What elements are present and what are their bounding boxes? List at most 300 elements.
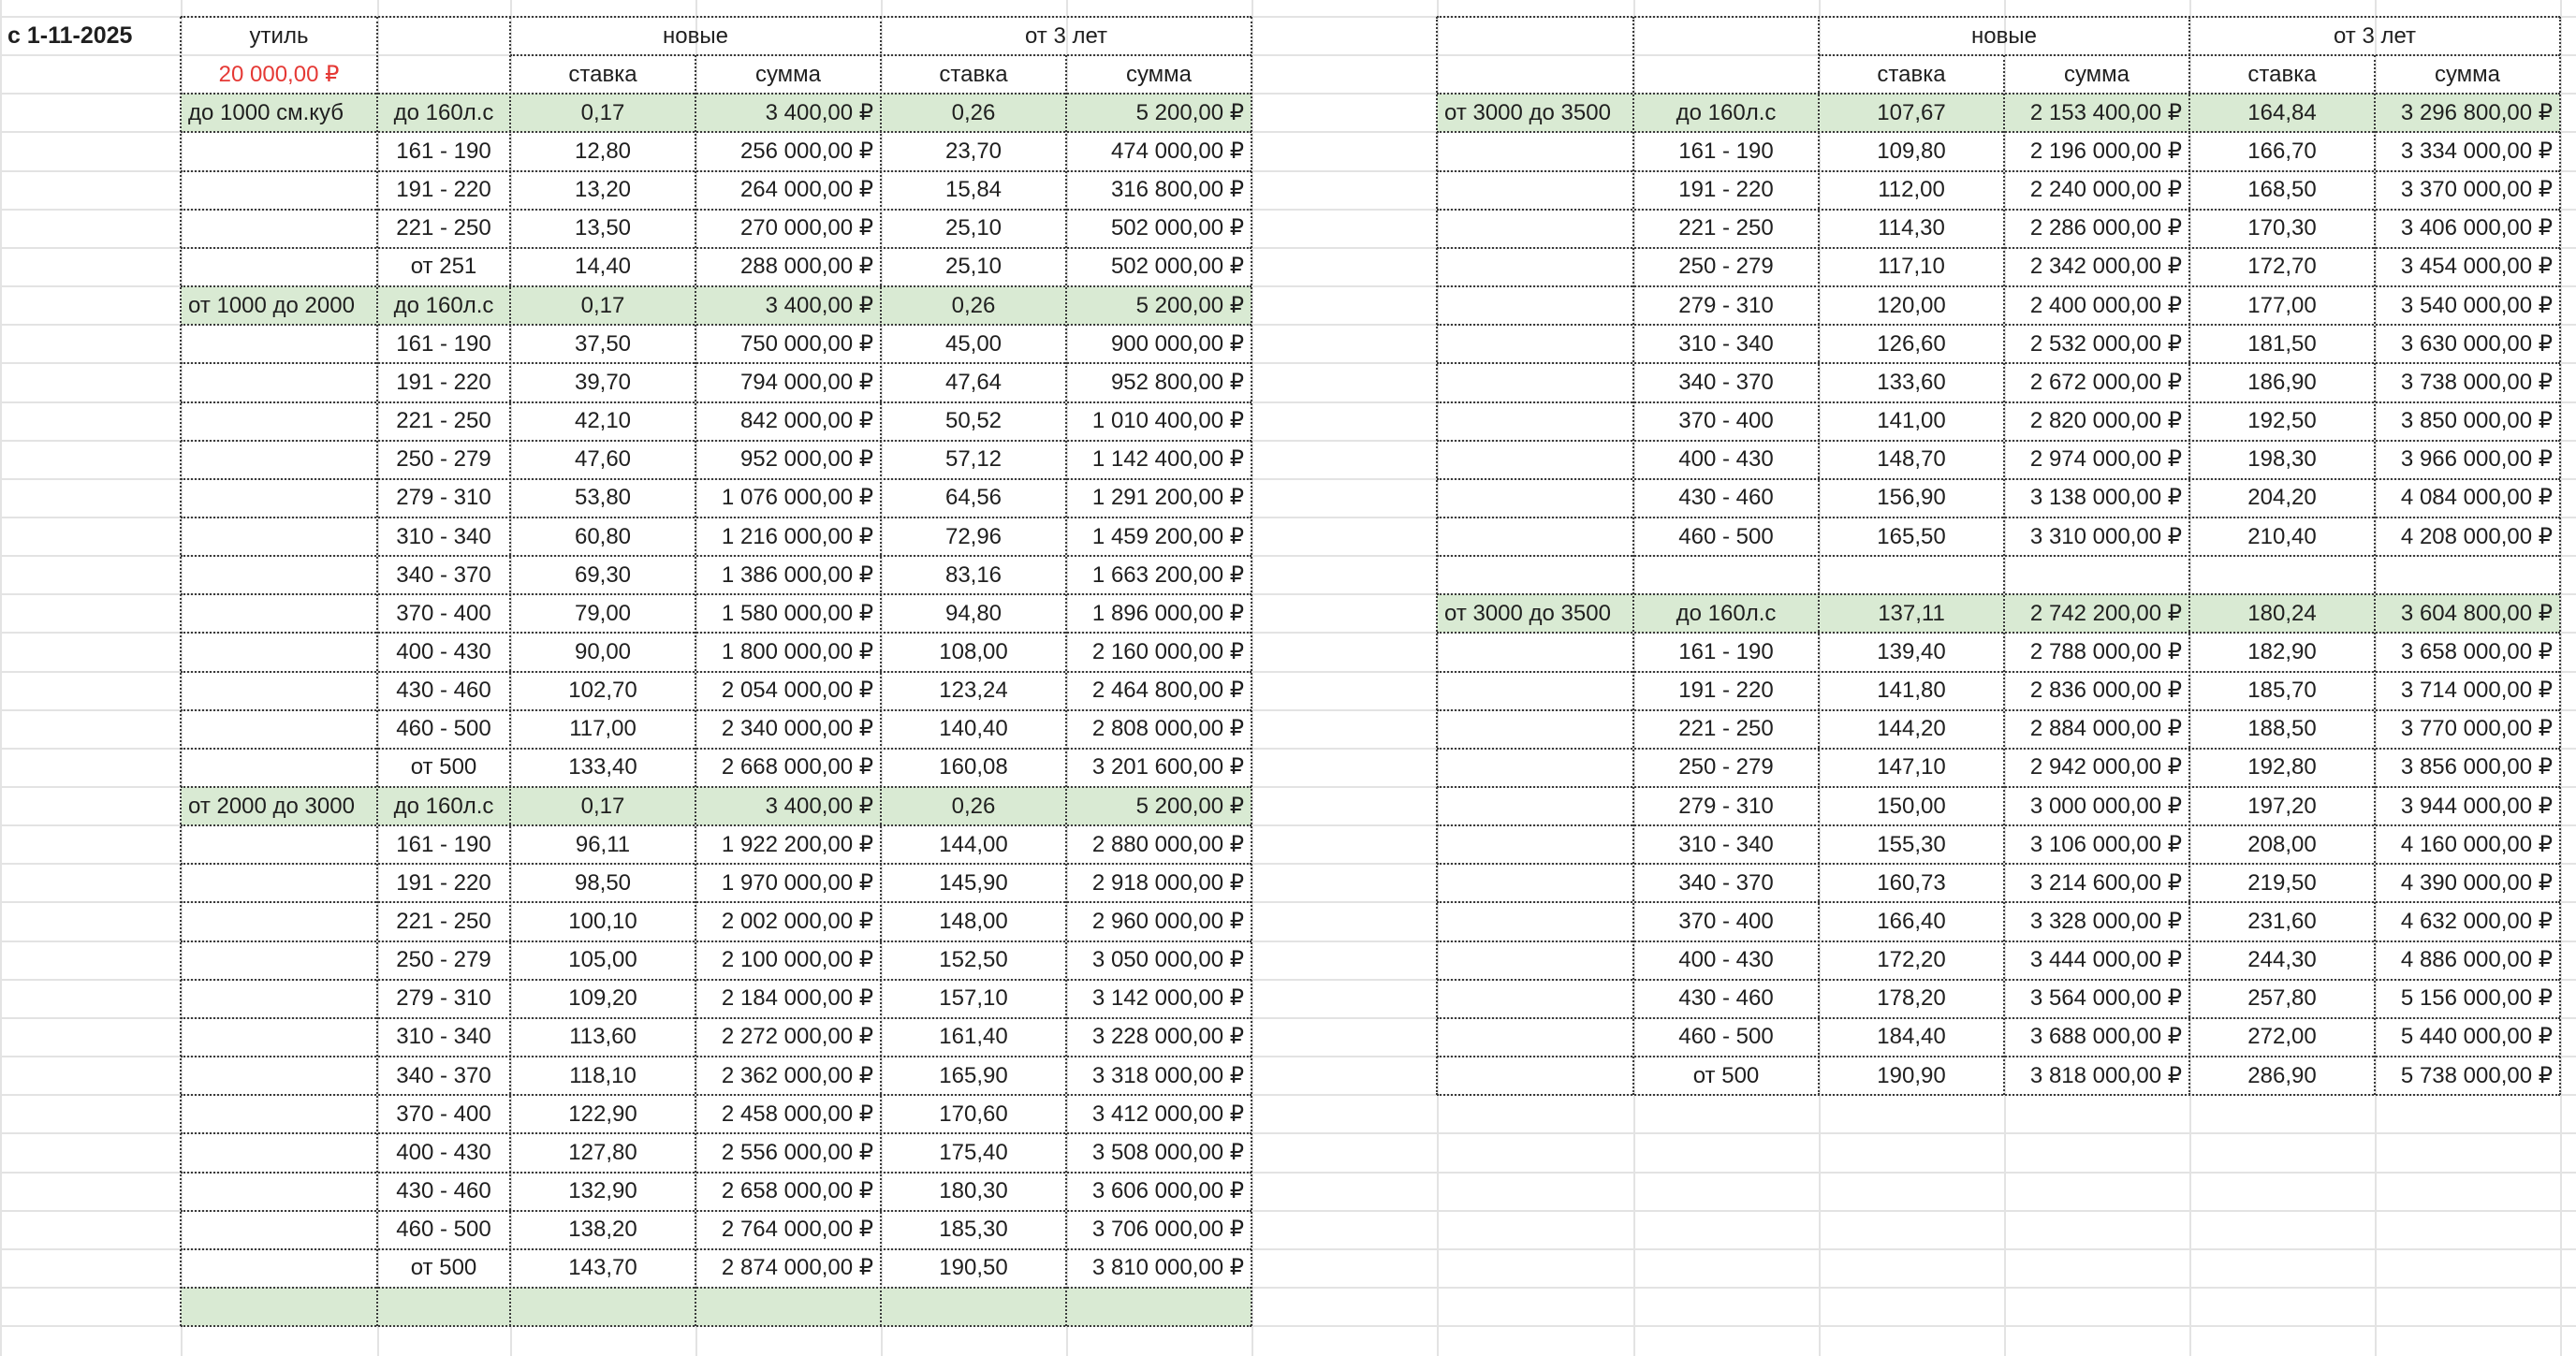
rate-new-cell[interactable]: 141,00 — [1877, 408, 1946, 434]
column-header[interactable]: сумма — [1125, 61, 1193, 87]
sum-3y-cell[interactable]: 3 630 000,00 ₽ — [2400, 330, 2553, 357]
sum-new-cell[interactable]: 2 272 000,00 ₽ — [721, 1024, 873, 1050]
sum-3y-cell[interactable]: 3 738 000,00 ₽ — [2400, 369, 2553, 395]
rate-3y-cell[interactable]: 219,50 — [2247, 869, 2317, 896]
sum-3y-cell[interactable]: 3 508 000,00 ₽ — [1091, 1139, 1244, 1165]
section-label[interactable]: от 3000 до 3500 — [1444, 600, 1611, 626]
sum-3y-cell[interactable]: 3 706 000,00 ₽ — [1091, 1217, 1244, 1243]
sum-new-cell[interactable]: 1 922 200,00 ₽ — [721, 831, 873, 857]
rate-3y-cell[interactable]: 144,00 — [939, 831, 1008, 857]
rate-3y-cell[interactable]: 192,80 — [2247, 754, 2317, 780]
sum-3y-cell[interactable]: 1 459 200,00 ₽ — [1091, 523, 1244, 549]
rate-3y-cell[interactable]: 15,84 — [944, 177, 1003, 203]
rate-new-cell[interactable]: 148,70 — [1877, 446, 1946, 473]
sum-3y-cell[interactable]: 2 808 000,00 ₽ — [1091, 716, 1244, 742]
section-label[interactable]: до 1000 см.куб — [188, 99, 344, 125]
power-range-cell[interactable]: 340 - 370 — [396, 1062, 491, 1088]
rate-new-cell[interactable]: 117,00 — [569, 716, 637, 742]
sum-3y-cell[interactable]: 1 291 200,00 ₽ — [1091, 485, 1244, 511]
sum-new-cell[interactable]: 2 658 000,00 ₽ — [721, 1178, 873, 1204]
sum-new-cell[interactable]: 2 100 000,00 ₽ — [721, 947, 873, 973]
power-range-cell[interactable]: 370 - 400 — [396, 600, 491, 626]
rate-new-cell[interactable]: 132,90 — [568, 1178, 637, 1204]
sum-new-cell[interactable]: 2 400 000,00 ₽ — [2029, 292, 2182, 318]
rate-3y-cell[interactable]: 198,30 — [2247, 446, 2317, 473]
sum-new-cell[interactable]: 2 742 200,00 ₽ — [2029, 600, 2182, 626]
power-range-cell[interactable]: 221 - 250 — [396, 408, 491, 434]
column-header[interactable]: сумма — [754, 61, 822, 87]
power-range-cell[interactable]: 221 - 250 — [396, 909, 491, 934]
power-range-cell[interactable]: 370 - 400 — [1678, 909, 1774, 934]
rate-3y-cell[interactable]: 170,30 — [2247, 215, 2317, 241]
sum-3y-cell[interactable]: 5 440 000,00 ₽ — [2400, 1024, 2553, 1050]
rate-new-cell[interactable]: 0,17 — [580, 292, 625, 318]
sum-new-cell[interactable]: 2 532 000,00 ₽ — [2029, 330, 2182, 357]
sum-new-cell[interactable]: 3 818 000,00 ₽ — [2029, 1062, 2182, 1088]
power-range-cell[interactable]: от 500 — [410, 1255, 477, 1281]
rate-new-cell[interactable]: 60,80 — [574, 523, 632, 549]
rate-3y-cell[interactable]: 160,08 — [939, 754, 1008, 780]
rate-new-cell[interactable]: 133,40 — [568, 754, 637, 780]
rate-new-cell[interactable]: 155,30 — [1877, 831, 1946, 857]
sum-new-cell[interactable]: 2 184 000,00 ₽ — [721, 985, 873, 1012]
rate-new-cell[interactable]: 118,10 — [569, 1062, 637, 1088]
rate-new-cell[interactable]: 113,60 — [569, 1024, 637, 1050]
sum-new-cell[interactable]: 2 672 000,00 ₽ — [2029, 369, 2182, 395]
rate-new-cell[interactable]: 141,80 — [1877, 678, 1946, 704]
sum-new-cell[interactable]: 2 874 000,00 ₽ — [721, 1255, 873, 1281]
power-range-cell[interactable]: 310 - 340 — [396, 523, 491, 549]
rate-3y-cell[interactable]: 177,00 — [2247, 292, 2317, 318]
rate-3y-cell[interactable]: 145,90 — [939, 869, 1008, 896]
sum-3y-cell[interactable]: 316 800,00 ₽ — [1110, 177, 1244, 203]
rate-new-cell[interactable]: 138,20 — [568, 1217, 637, 1243]
rate-3y-cell[interactable]: 286,90 — [2247, 1062, 2317, 1088]
sum-3y-cell[interactable]: 2 160 000,00 ₽ — [1091, 638, 1244, 664]
power-range-cell[interactable]: 279 - 310 — [1678, 292, 1774, 318]
power-range-cell[interactable]: 340 - 370 — [1678, 869, 1774, 896]
util-label[interactable]: утиль — [249, 22, 309, 49]
sum-new-cell[interactable]: 3 400,00 ₽ — [765, 99, 873, 125]
power-range-cell[interactable]: 460 - 500 — [396, 1217, 491, 1243]
sum-3y-cell[interactable]: 4 632 000,00 ₽ — [2400, 909, 2553, 934]
sum-3y-cell[interactable]: 4 390 000,00 ₽ — [2400, 869, 2553, 896]
sum-3y-cell[interactable]: 3 370 000,00 ₽ — [2400, 177, 2553, 203]
rate-new-cell[interactable]: 47,60 — [574, 446, 632, 473]
rate-new-cell[interactable]: 102,70 — [568, 678, 637, 704]
sum-3y-cell[interactable]: 3 296 800,00 ₽ — [2400, 99, 2553, 125]
power-range-cell[interactable]: 279 - 310 — [396, 485, 491, 511]
rate-new-cell[interactable]: 137,11 — [1878, 600, 1945, 626]
column-header[interactable]: ставка — [939, 61, 1008, 87]
sum-3y-cell[interactable]: 3 412 000,00 ₽ — [1091, 1101, 1244, 1127]
rate-new-cell[interactable]: 184,40 — [1877, 1024, 1946, 1050]
power-range-cell[interactable]: 400 - 430 — [1678, 947, 1774, 973]
power-range-cell[interactable]: 161 - 190 — [1678, 638, 1774, 664]
sum-new-cell[interactable]: 2 884 000,00 ₽ — [2029, 716, 2182, 742]
rate-new-cell[interactable]: 13,20 — [574, 177, 632, 203]
column-header[interactable]: сумма — [2434, 61, 2501, 87]
sum-new-cell[interactable]: 2 836 000,00 ₽ — [2029, 678, 2182, 704]
rate-3y-cell[interactable]: 170,60 — [939, 1101, 1008, 1127]
power-range-cell[interactable]: до 160л.с — [393, 793, 494, 819]
group-header[interactable]: от 3 лет — [1024, 22, 1108, 49]
sum-new-cell[interactable]: 270 000,00 ₽ — [739, 215, 873, 241]
power-range-cell[interactable]: от 500 — [410, 754, 477, 780]
sum-new-cell[interactable]: 256 000,00 ₽ — [739, 139, 873, 164]
rate-new-cell[interactable]: 165,50 — [1877, 523, 1946, 549]
rate-3y-cell[interactable]: 25,10 — [944, 254, 1003, 280]
power-range-cell[interactable]: 161 - 190 — [1678, 139, 1774, 164]
rate-3y-cell[interactable]: 185,30 — [939, 1217, 1008, 1243]
sum-3y-cell[interactable]: 2 918 000,00 ₽ — [1091, 869, 1244, 896]
sum-new-cell[interactable]: 2 942 000,00 ₽ — [2029, 754, 2182, 780]
date-label[interactable]: с 1-11-2025 — [7, 22, 133, 50]
rate-3y-cell[interactable]: 188,50 — [2247, 716, 2317, 742]
power-range-cell[interactable]: 460 - 500 — [1678, 1024, 1774, 1050]
rate-new-cell[interactable]: 126,60 — [1877, 330, 1946, 357]
rate-new-cell[interactable]: 143,70 — [568, 1255, 637, 1281]
rate-new-cell[interactable]: 120,00 — [1877, 292, 1946, 318]
column-header[interactable]: сумма — [2063, 61, 2130, 87]
power-range-cell[interactable]: 279 - 310 — [396, 985, 491, 1012]
power-range-cell[interactable]: 340 - 370 — [1678, 369, 1774, 395]
power-range-cell[interactable]: 221 - 250 — [1678, 215, 1774, 241]
rate-3y-cell[interactable]: 0,26 — [951, 292, 996, 318]
power-range-cell[interactable]: 430 - 460 — [396, 678, 491, 704]
sum-new-cell[interactable]: 2 668 000,00 ₽ — [721, 754, 873, 780]
sum-3y-cell[interactable]: 474 000,00 ₽ — [1110, 139, 1244, 164]
rate-new-cell[interactable]: 100,10 — [568, 909, 637, 934]
sum-3y-cell[interactable]: 502 000,00 ₽ — [1110, 254, 1244, 280]
rate-3y-cell[interactable]: 166,70 — [2247, 139, 2317, 164]
rate-3y-cell[interactable]: 157,10 — [939, 985, 1008, 1012]
rate-new-cell[interactable]: 14,40 — [574, 254, 632, 280]
sum-3y-cell[interactable]: 3 770 000,00 ₽ — [2400, 716, 2553, 742]
rate-3y-cell[interactable]: 23,70 — [944, 139, 1003, 164]
sum-new-cell[interactable]: 3 310 000,00 ₽ — [2029, 523, 2182, 549]
sum-new-cell[interactable]: 3 000 000,00 ₽ — [2029, 793, 2182, 819]
sum-3y-cell[interactable]: 3 658 000,00 ₽ — [2400, 638, 2553, 664]
sum-new-cell[interactable]: 3 564 000,00 ₽ — [2029, 985, 2182, 1012]
sum-3y-cell[interactable]: 3 810 000,00 ₽ — [1091, 1255, 1244, 1281]
rate-new-cell[interactable]: 53,80 — [574, 485, 632, 511]
rate-new-cell[interactable]: 114,30 — [1878, 215, 1945, 241]
sum-3y-cell[interactable]: 2 464 800,00 ₽ — [1091, 678, 1244, 704]
sum-new-cell[interactable]: 2 556 000,00 ₽ — [721, 1139, 873, 1165]
rate-new-cell[interactable]: 160,73 — [1877, 869, 1946, 896]
rate-3y-cell[interactable]: 72,96 — [944, 523, 1003, 549]
power-range-cell[interactable]: 161 - 190 — [396, 139, 491, 164]
rate-new-cell[interactable]: 37,50 — [574, 330, 632, 357]
sum-3y-cell[interactable]: 3 050 000,00 ₽ — [1091, 947, 1244, 973]
sum-3y-cell[interactable]: 4 084 000,00 ₽ — [2400, 485, 2553, 511]
rate-3y-cell[interactable]: 244,30 — [2247, 947, 2317, 973]
sum-new-cell[interactable]: 1 800 000,00 ₽ — [721, 638, 873, 664]
rate-new-cell[interactable]: 98,50 — [574, 869, 632, 896]
sum-new-cell[interactable]: 1 216 000,00 ₽ — [721, 523, 873, 549]
rate-3y-cell[interactable]: 208,00 — [2247, 831, 2317, 857]
sum-3y-cell[interactable]: 3 850 000,00 ₽ — [2400, 408, 2553, 434]
sum-3y-cell[interactable]: 3 201 600,00 ₽ — [1091, 754, 1244, 780]
sum-new-cell[interactable]: 264 000,00 ₽ — [739, 177, 873, 203]
rate-new-cell[interactable]: 90,00 — [574, 638, 632, 664]
sum-new-cell[interactable]: 3 400,00 ₽ — [765, 292, 873, 318]
rate-3y-cell[interactable]: 180,24 — [2247, 600, 2317, 626]
sum-new-cell[interactable]: 3 444 000,00 ₽ — [2029, 947, 2182, 973]
sum-3y-cell[interactable]: 5 738 000,00 ₽ — [2400, 1062, 2553, 1088]
sum-new-cell[interactable]: 1 970 000,00 ₽ — [721, 869, 873, 896]
rate-new-cell[interactable]: 150,00 — [1877, 793, 1946, 819]
rate-3y-cell[interactable]: 272,00 — [2247, 1024, 2317, 1050]
rate-new-cell[interactable]: 39,70 — [574, 369, 632, 395]
rate-3y-cell[interactable]: 50,52 — [944, 408, 1003, 434]
section-label[interactable]: от 1000 до 2000 — [188, 292, 355, 318]
power-range-cell[interactable]: 250 - 279 — [1678, 754, 1774, 780]
power-range-cell[interactable]: от 251 — [410, 254, 477, 280]
rate-3y-cell[interactable]: 172,70 — [2247, 254, 2317, 280]
rate-new-cell[interactable]: 122,90 — [568, 1101, 637, 1127]
sum-new-cell[interactable]: 288 000,00 ₽ — [739, 254, 873, 280]
sum-new-cell[interactable]: 3 214 600,00 ₽ — [2029, 869, 2182, 896]
rate-3y-cell[interactable]: 0,26 — [951, 793, 996, 819]
rate-3y-cell[interactable]: 186,90 — [2247, 369, 2317, 395]
sum-3y-cell[interactable]: 1 142 400,00 ₽ — [1091, 446, 1244, 473]
sum-new-cell[interactable]: 3 328 000,00 ₽ — [2029, 909, 2182, 934]
sum-3y-cell[interactable]: 1 896 000,00 ₽ — [1091, 600, 1244, 626]
power-range-cell[interactable]: 161 - 190 — [396, 831, 491, 857]
sum-new-cell[interactable]: 2 820 000,00 ₽ — [2029, 408, 2182, 434]
power-range-cell[interactable]: до 160л.с — [1676, 600, 1777, 626]
power-range-cell[interactable]: 191 - 220 — [396, 869, 491, 896]
sum-3y-cell[interactable]: 3 856 000,00 ₽ — [2400, 754, 2553, 780]
sum-3y-cell[interactable]: 3 604 800,00 ₽ — [2400, 600, 2553, 626]
rate-new-cell[interactable]: 105,00 — [568, 947, 637, 973]
rate-3y-cell[interactable]: 83,16 — [944, 561, 1003, 588]
column-header[interactable]: ставка — [568, 61, 637, 87]
power-range-cell[interactable]: 310 - 340 — [1678, 330, 1774, 357]
sum-new-cell[interactable]: 3 138 000,00 ₽ — [2029, 485, 2182, 511]
rate-3y-cell[interactable]: 25,10 — [944, 215, 1003, 241]
rate-new-cell[interactable]: 69,30 — [574, 561, 632, 588]
power-range-cell[interactable]: 191 - 220 — [396, 369, 491, 395]
rate-3y-cell[interactable]: 165,90 — [939, 1062, 1008, 1088]
power-range-cell[interactable]: 250 - 279 — [1678, 254, 1774, 280]
rate-3y-cell[interactable]: 182,90 — [2247, 638, 2317, 664]
column-header[interactable]: ставка — [2247, 61, 2317, 87]
rate-new-cell[interactable]: 147,10 — [1877, 754, 1946, 780]
rate-new-cell[interactable]: 107,67 — [1877, 99, 1946, 125]
util-value[interactable]: 20 000,00 ₽ — [218, 61, 340, 87]
sum-3y-cell[interactable]: 502 000,00 ₽ — [1110, 215, 1244, 241]
group-header[interactable]: новые — [663, 22, 728, 49]
power-range-cell[interactable]: 250 - 279 — [396, 947, 491, 973]
sum-new-cell[interactable]: 2 054 000,00 ₽ — [721, 678, 873, 704]
power-range-cell[interactable]: 430 - 460 — [1678, 485, 1774, 511]
rate-new-cell[interactable]: 144,20 — [1877, 716, 1946, 742]
rate-3y-cell[interactable]: 175,40 — [939, 1139, 1008, 1165]
rate-new-cell[interactable]: 178,20 — [1877, 985, 1946, 1012]
rate-new-cell[interactable]: 109,20 — [568, 985, 637, 1012]
sum-3y-cell[interactable]: 3 944 000,00 ₽ — [2400, 793, 2553, 819]
power-range-cell[interactable]: 340 - 370 — [396, 561, 491, 588]
sum-new-cell[interactable]: 2 240 000,00 ₽ — [2029, 177, 2182, 203]
rate-new-cell[interactable]: 0,17 — [580, 99, 625, 125]
sum-3y-cell[interactable]: 5 200,00 ₽ — [1135, 99, 1244, 125]
sum-new-cell[interactable]: 2 342 000,00 ₽ — [2029, 254, 2182, 280]
power-range-cell[interactable]: 191 - 220 — [396, 177, 491, 203]
power-range-cell[interactable]: 430 - 460 — [396, 1178, 491, 1204]
rate-new-cell[interactable]: 96,11 — [575, 831, 631, 857]
power-range-cell[interactable]: 400 - 430 — [396, 1139, 491, 1165]
rate-3y-cell[interactable]: 192,50 — [2247, 408, 2317, 434]
power-range-cell[interactable]: до 160л.с — [1676, 99, 1777, 125]
power-range-cell[interactable]: 221 - 250 — [1678, 716, 1774, 742]
rate-new-cell[interactable]: 12,80 — [574, 139, 632, 164]
sum-3y-cell[interactable]: 5 200,00 ₽ — [1135, 292, 1244, 318]
rate-new-cell[interactable]: 42,10 — [574, 408, 632, 434]
power-range-cell[interactable]: 161 - 190 — [396, 330, 491, 357]
rate-3y-cell[interactable]: 161,40 — [939, 1024, 1008, 1050]
sum-new-cell[interactable]: 2 153 400,00 ₽ — [2029, 99, 2182, 125]
rate-new-cell[interactable]: 0,17 — [580, 793, 625, 819]
power-range-cell[interactable]: 279 - 310 — [1678, 793, 1774, 819]
sum-3y-cell[interactable]: 3 334 000,00 ₽ — [2400, 139, 2553, 164]
sum-3y-cell[interactable]: 3 966 000,00 ₽ — [2400, 446, 2553, 473]
power-range-cell[interactable]: 400 - 430 — [1678, 446, 1774, 473]
sum-3y-cell[interactable]: 3 540 000,00 ₽ — [2400, 292, 2553, 318]
rate-new-cell[interactable]: 156,90 — [1877, 485, 1946, 511]
sum-3y-cell[interactable]: 4 160 000,00 ₽ — [2400, 831, 2553, 857]
sum-3y-cell[interactable]: 3 142 000,00 ₽ — [1091, 985, 1244, 1012]
rate-3y-cell[interactable]: 231,60 — [2247, 909, 2317, 934]
sum-3y-cell[interactable]: 3 714 000,00 ₽ — [2400, 678, 2553, 704]
sum-3y-cell[interactable]: 3 228 000,00 ₽ — [1091, 1024, 1244, 1050]
rate-3y-cell[interactable]: 164,84 — [2247, 99, 2317, 125]
sum-new-cell[interactable]: 952 000,00 ₽ — [739, 446, 873, 473]
sum-new-cell[interactable]: 2 340 000,00 ₽ — [721, 716, 873, 742]
sum-3y-cell[interactable]: 4 208 000,00 ₽ — [2400, 523, 2553, 549]
rate-3y-cell[interactable]: 57,12 — [944, 446, 1003, 473]
rate-3y-cell[interactable]: 168,50 — [2247, 177, 2317, 203]
rate-3y-cell[interactable]: 190,50 — [939, 1255, 1008, 1281]
sum-new-cell[interactable]: 750 000,00 ₽ — [739, 330, 873, 357]
sum-3y-cell[interactable]: 900 000,00 ₽ — [1110, 330, 1244, 357]
sum-3y-cell[interactable]: 3 454 000,00 ₽ — [2400, 254, 2553, 280]
group-header[interactable]: новые — [1971, 22, 2037, 49]
rate-3y-cell[interactable]: 140,40 — [939, 716, 1008, 742]
sum-new-cell[interactable]: 2 788 000,00 ₽ — [2029, 638, 2182, 664]
rate-3y-cell[interactable]: 204,20 — [2247, 485, 2317, 511]
power-range-cell[interactable]: 430 - 460 — [1678, 985, 1774, 1012]
sum-new-cell[interactable]: 842 000,00 ₽ — [739, 408, 873, 434]
rate-3y-cell[interactable]: 181,50 — [2247, 330, 2317, 357]
rate-new-cell[interactable]: 112,00 — [1878, 177, 1945, 203]
sum-3y-cell[interactable]: 5 200,00 ₽ — [1135, 793, 1244, 819]
rate-3y-cell[interactable]: 185,70 — [2247, 678, 2317, 704]
rate-3y-cell[interactable]: 152,50 — [939, 947, 1008, 973]
rate-3y-cell[interactable]: 197,20 — [2247, 793, 2317, 819]
rate-new-cell[interactable]: 166,40 — [1877, 909, 1946, 934]
sum-new-cell[interactable]: 1 386 000,00 ₽ — [721, 561, 873, 588]
power-range-cell[interactable]: 191 - 220 — [1678, 678, 1774, 704]
rate-new-cell[interactable]: 172,20 — [1877, 947, 1946, 973]
rate-3y-cell[interactable]: 64,56 — [944, 485, 1003, 511]
sum-new-cell[interactable]: 1 076 000,00 ₽ — [721, 485, 873, 511]
sum-new-cell[interactable]: 2 764 000,00 ₽ — [721, 1217, 873, 1243]
sum-3y-cell[interactable]: 4 886 000,00 ₽ — [2400, 947, 2553, 973]
rate-3y-cell[interactable]: 45,00 — [944, 330, 1003, 357]
rate-3y-cell[interactable]: 210,40 — [2247, 523, 2317, 549]
column-header[interactable]: ставка — [1877, 61, 1946, 87]
rate-3y-cell[interactable]: 108,00 — [939, 638, 1008, 664]
rate-3y-cell[interactable]: 257,80 — [2247, 985, 2317, 1012]
rate-new-cell[interactable]: 13,50 — [574, 215, 632, 241]
rate-new-cell[interactable]: 127,80 — [568, 1139, 637, 1165]
sum-3y-cell[interactable]: 1 663 200,00 ₽ — [1091, 561, 1244, 588]
power-range-cell[interactable]: 191 - 220 — [1678, 177, 1774, 203]
sum-new-cell[interactable]: 2 362 000,00 ₽ — [721, 1062, 873, 1088]
rate-new-cell[interactable]: 109,80 — [1877, 139, 1946, 164]
sum-new-cell[interactable]: 2 196 000,00 ₽ — [2029, 139, 2182, 164]
sum-3y-cell[interactable]: 3 606 000,00 ₽ — [1091, 1178, 1244, 1204]
sum-new-cell[interactable]: 3 106 000,00 ₽ — [2029, 831, 2182, 857]
power-range-cell[interactable]: 310 - 340 — [396, 1024, 491, 1050]
power-range-cell[interactable]: 460 - 500 — [396, 716, 491, 742]
power-range-cell[interactable]: 370 - 400 — [1678, 408, 1774, 434]
sum-new-cell[interactable]: 3 400,00 ₽ — [765, 793, 873, 819]
rate-new-cell[interactable]: 190,90 — [1877, 1062, 1946, 1088]
sum-3y-cell[interactable]: 3 406 000,00 ₽ — [2400, 215, 2553, 241]
group-header[interactable]: от 3 лет — [2333, 22, 2417, 49]
power-range-cell[interactable]: 460 - 500 — [1678, 523, 1774, 549]
power-range-cell[interactable]: 400 - 430 — [396, 638, 491, 664]
rate-3y-cell[interactable]: 180,30 — [939, 1178, 1008, 1204]
power-range-cell[interactable]: от 500 — [1692, 1062, 1760, 1088]
rate-3y-cell[interactable]: 123,24 — [939, 678, 1008, 704]
power-range-cell[interactable]: до 160л.с — [393, 292, 494, 318]
sum-3y-cell[interactable]: 3 318 000,00 ₽ — [1091, 1062, 1244, 1088]
sum-new-cell[interactable]: 794 000,00 ₽ — [739, 369, 873, 395]
rate-3y-cell[interactable]: 94,80 — [944, 600, 1003, 626]
rate-3y-cell[interactable]: 0,26 — [951, 99, 996, 125]
sum-3y-cell[interactable]: 1 010 400,00 ₽ — [1091, 408, 1244, 434]
rate-3y-cell[interactable]: 148,00 — [939, 909, 1008, 934]
sum-new-cell[interactable]: 1 580 000,00 ₽ — [721, 600, 873, 626]
rate-new-cell[interactable]: 133,60 — [1877, 369, 1946, 395]
sum-new-cell[interactable]: 2 974 000,00 ₽ — [2029, 446, 2182, 473]
rate-new-cell[interactable]: 79,00 — [574, 600, 632, 626]
rate-3y-cell[interactable]: 47,64 — [944, 369, 1003, 395]
power-range-cell[interactable]: до 160л.с — [393, 99, 494, 125]
power-range-cell[interactable]: 370 - 400 — [396, 1101, 491, 1127]
rate-new-cell[interactable]: 139,40 — [1877, 638, 1946, 664]
section-label[interactable]: от 2000 до 3000 — [188, 793, 355, 819]
power-range-cell[interactable]: 310 - 340 — [1678, 831, 1774, 857]
sum-3y-cell[interactable]: 2 880 000,00 ₽ — [1091, 831, 1244, 857]
power-range-cell[interactable]: 221 - 250 — [396, 215, 491, 241]
sum-3y-cell[interactable]: 952 800,00 ₽ — [1110, 369, 1244, 395]
sum-3y-cell[interactable]: 2 960 000,00 ₽ — [1091, 909, 1244, 934]
sum-3y-cell[interactable]: 5 156 000,00 ₽ — [2400, 985, 2553, 1012]
rate-new-cell[interactable]: 117,10 — [1878, 254, 1945, 280]
sum-new-cell[interactable]: 2 286 000,00 ₽ — [2029, 215, 2182, 241]
sum-new-cell[interactable]: 2 458 000,00 ₽ — [721, 1101, 873, 1127]
sum-new-cell[interactable]: 3 688 000,00 ₽ — [2029, 1024, 2182, 1050]
section-label[interactable]: от 3000 до 3500 — [1444, 99, 1611, 125]
sum-new-cell[interactable]: 2 002 000,00 ₽ — [721, 909, 873, 934]
power-range-cell[interactable]: 250 - 279 — [396, 446, 491, 473]
